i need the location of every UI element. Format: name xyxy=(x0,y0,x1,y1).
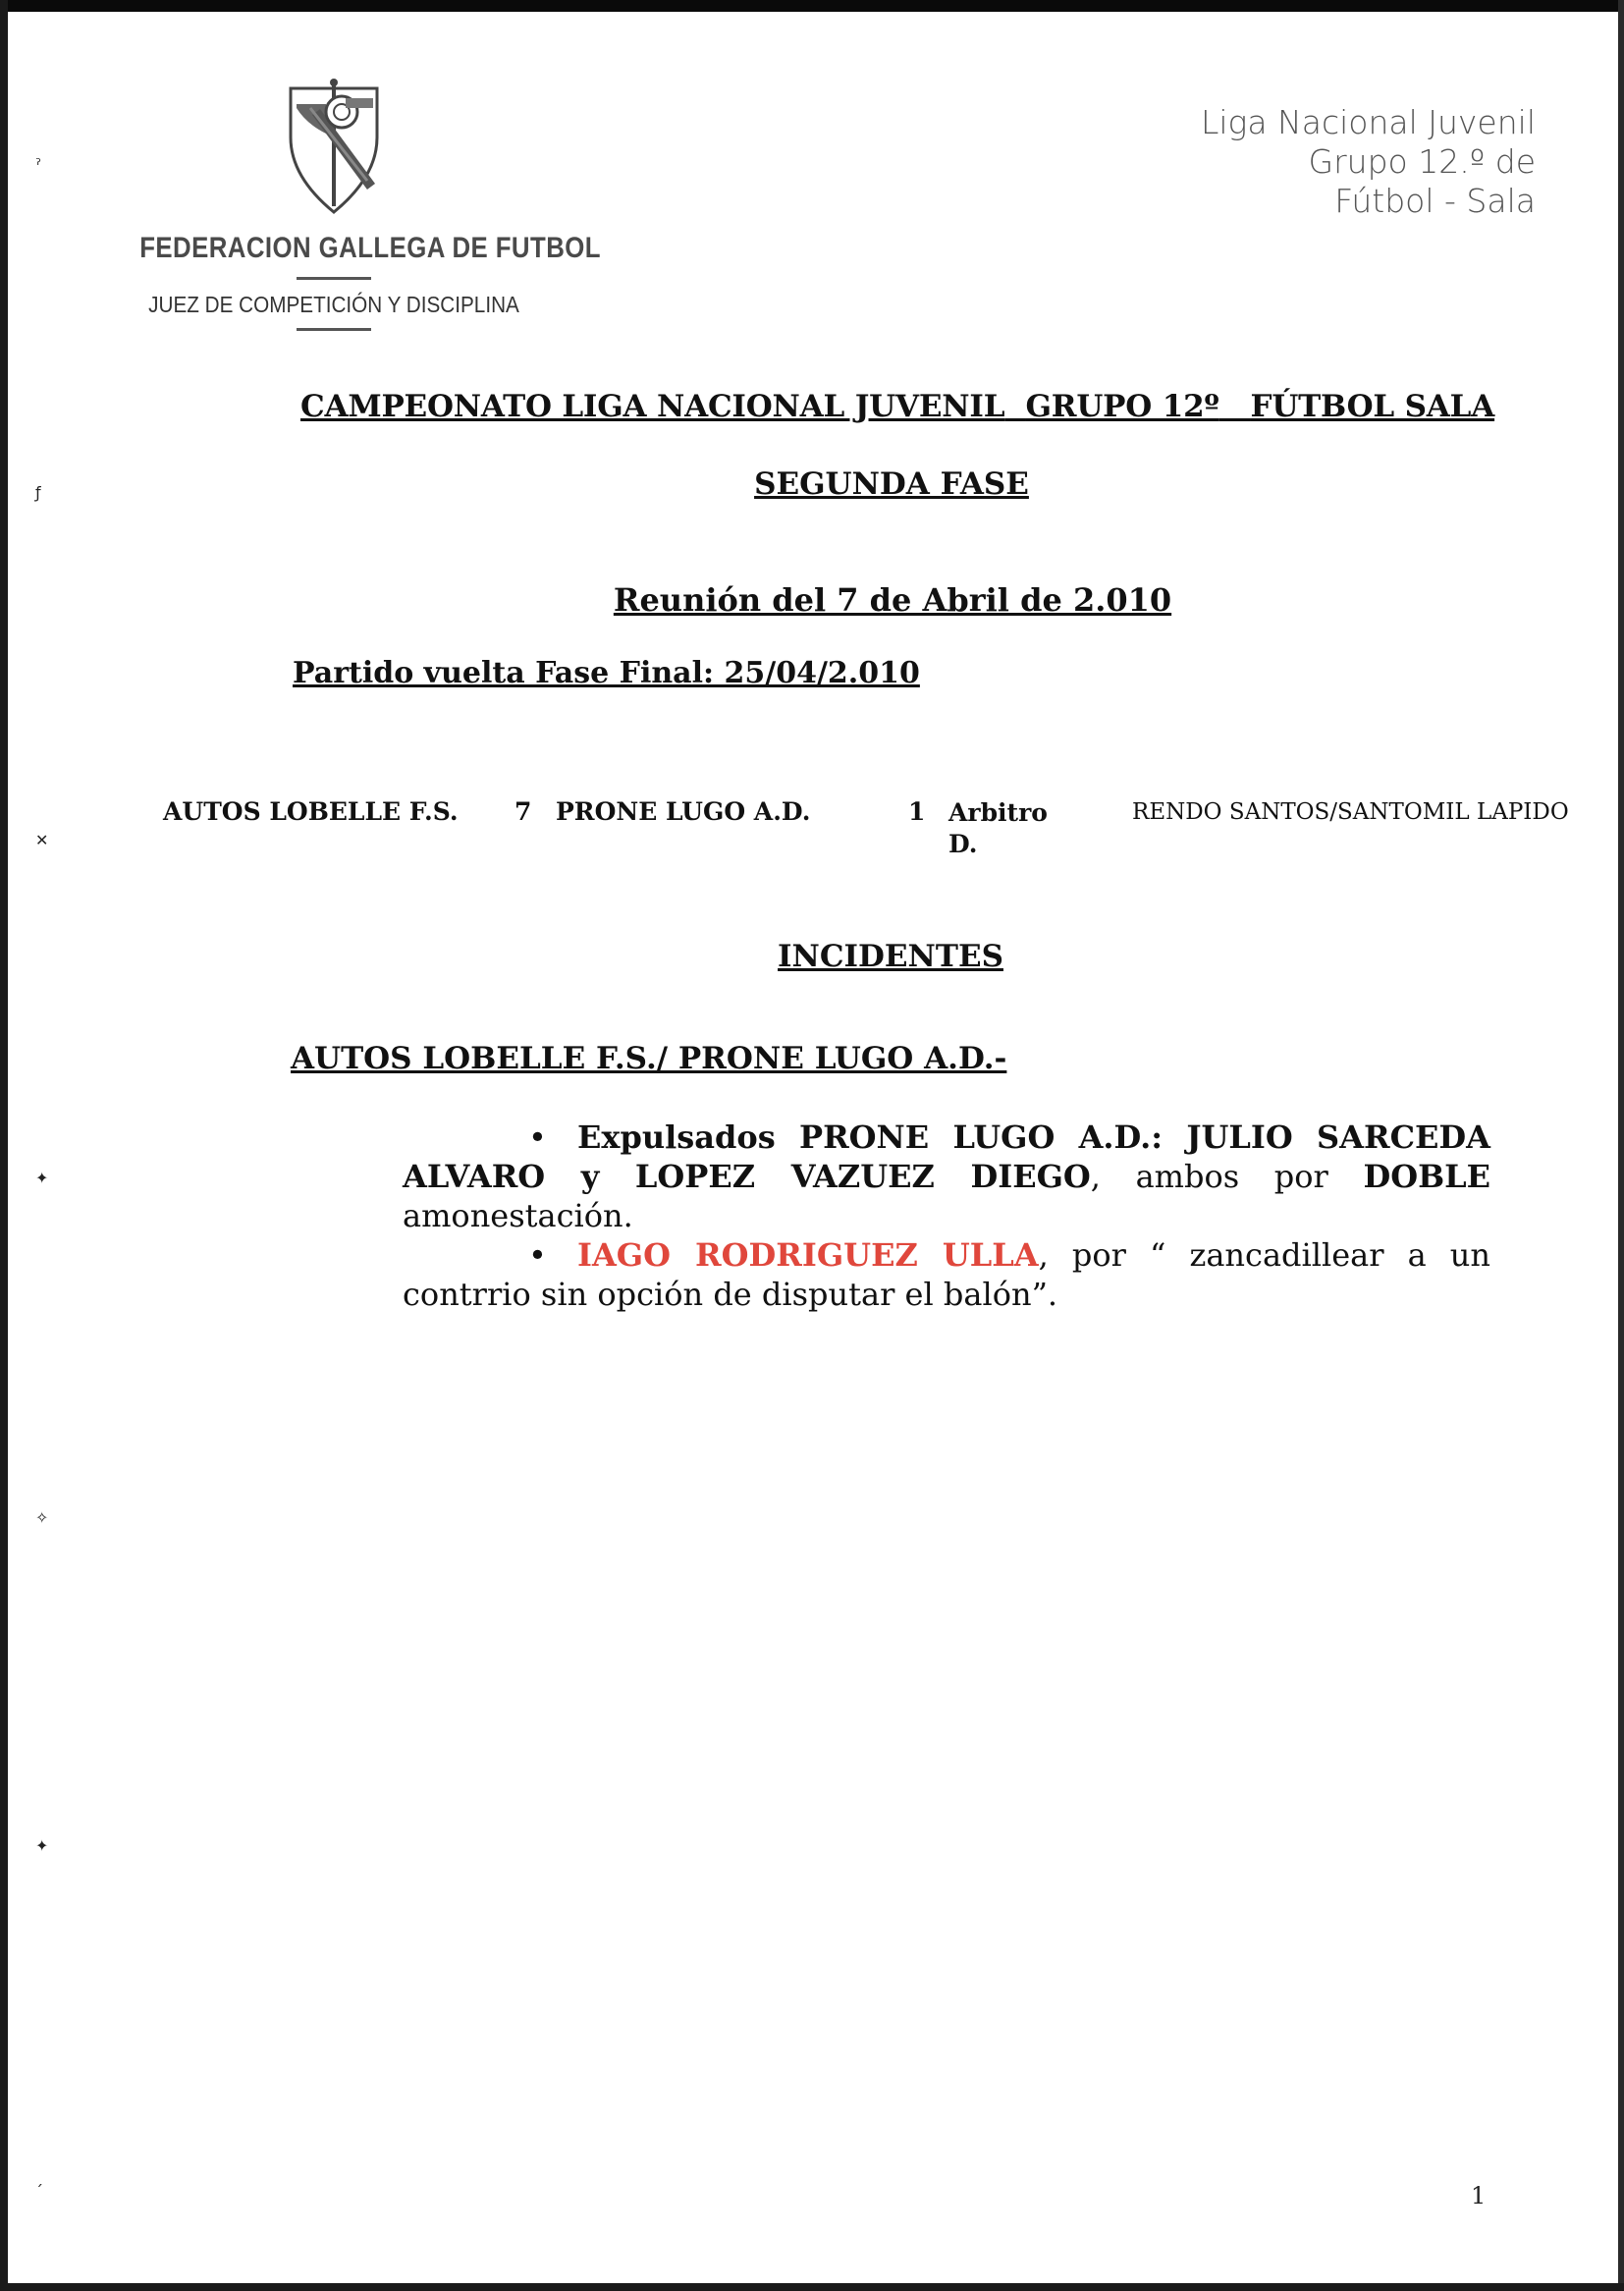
title-part: GRUPO 12º xyxy=(1025,389,1219,424)
incidents-heading: INCIDENTES xyxy=(778,939,1003,974)
binder-mark: ✕ xyxy=(35,831,49,849)
federation-crest-icon xyxy=(287,79,381,216)
title-part: CAMPEONATO LIGA NACIONAL JUVENIL xyxy=(300,389,1005,424)
scan-border-right xyxy=(1618,0,1624,2291)
binder-mark: ✦ xyxy=(35,1169,49,1187)
incidents-section-title: AUTOS LOBELLE F.S./ PRONE LUGO A.D.- xyxy=(291,1041,1007,1076)
list-item xyxy=(403,1235,1490,1314)
scan-border-top xyxy=(0,0,1624,12)
binder-mark: ƒ xyxy=(35,483,41,502)
match-label: Partido vuelta Fase Final: 25/04/2.010 xyxy=(293,656,920,690)
title-part: FÚTBOL SALA xyxy=(1250,389,1495,424)
scan-border-bottom xyxy=(0,2283,1624,2291)
scan-border-left xyxy=(0,0,8,2291)
meeting-date: Reunión del 7 de Abril de 2.010 xyxy=(613,581,1172,619)
document-title xyxy=(300,389,1495,424)
page-number: 1 xyxy=(1471,2182,1487,2209)
incident-text: , por “ zancadillear a un contrrio sin opción de disputar el balón”. xyxy=(403,1236,1491,1313)
referee-label-line: Arbitro xyxy=(948,798,1048,827)
incidents-list xyxy=(403,1118,1490,1314)
department-name: JUEZ DE COMPETICIÓN Y DISCIPLINA xyxy=(148,292,519,317)
bullet-dot-icon: • xyxy=(528,1118,547,1156)
list-item xyxy=(403,1118,1490,1235)
incident-text: , ambos por xyxy=(1090,1158,1364,1195)
expelled-players: Expulsados PRONE LUGO A.D.: JULIO SARCEDA ALVARO y LOPEZ VAZUEZ DIEGO xyxy=(403,1118,1490,1195)
document-subtitle: SEGUNDA FASE xyxy=(754,466,1029,502)
binder-mark: ✦ xyxy=(35,1836,49,1855)
binder-mark: ˀ xyxy=(35,155,41,174)
bullet-dot-icon: • xyxy=(528,1236,547,1274)
federation-name: FEDERACION GALLEGA DE FUTBOL xyxy=(139,232,601,264)
away-team: PRONE LUGO A.D. xyxy=(556,797,811,826)
logo-divider xyxy=(297,277,371,280)
league-line: Fútbol - Sala xyxy=(1334,182,1536,220)
away-score: 1 xyxy=(908,797,926,826)
home-team: AUTOS LOBELLE F.S. xyxy=(163,797,459,826)
referee-names: RENDO SANTOS/SANTOMIL LAPIDO xyxy=(1132,799,1569,825)
league-line: Grupo 12.º de xyxy=(1308,142,1536,181)
logo-divider xyxy=(297,328,371,331)
binder-mark: ˏ xyxy=(35,2168,43,2187)
league-line: Liga Nacional Juvenil xyxy=(1200,103,1536,141)
home-score: 7 xyxy=(514,797,532,826)
binder-mark: ✧ xyxy=(35,1508,49,1527)
incident-emphasis: DOBLE xyxy=(1363,1158,1491,1195)
league-heading xyxy=(1201,103,1536,221)
incident-text: amonestación. xyxy=(403,1197,633,1234)
referee-label-line: D. xyxy=(948,830,978,858)
referee-label xyxy=(948,797,1048,860)
sanctioned-player: IAGO RODRIGUEZ ULLA xyxy=(577,1236,1039,1274)
federation-logo-block xyxy=(108,79,601,331)
